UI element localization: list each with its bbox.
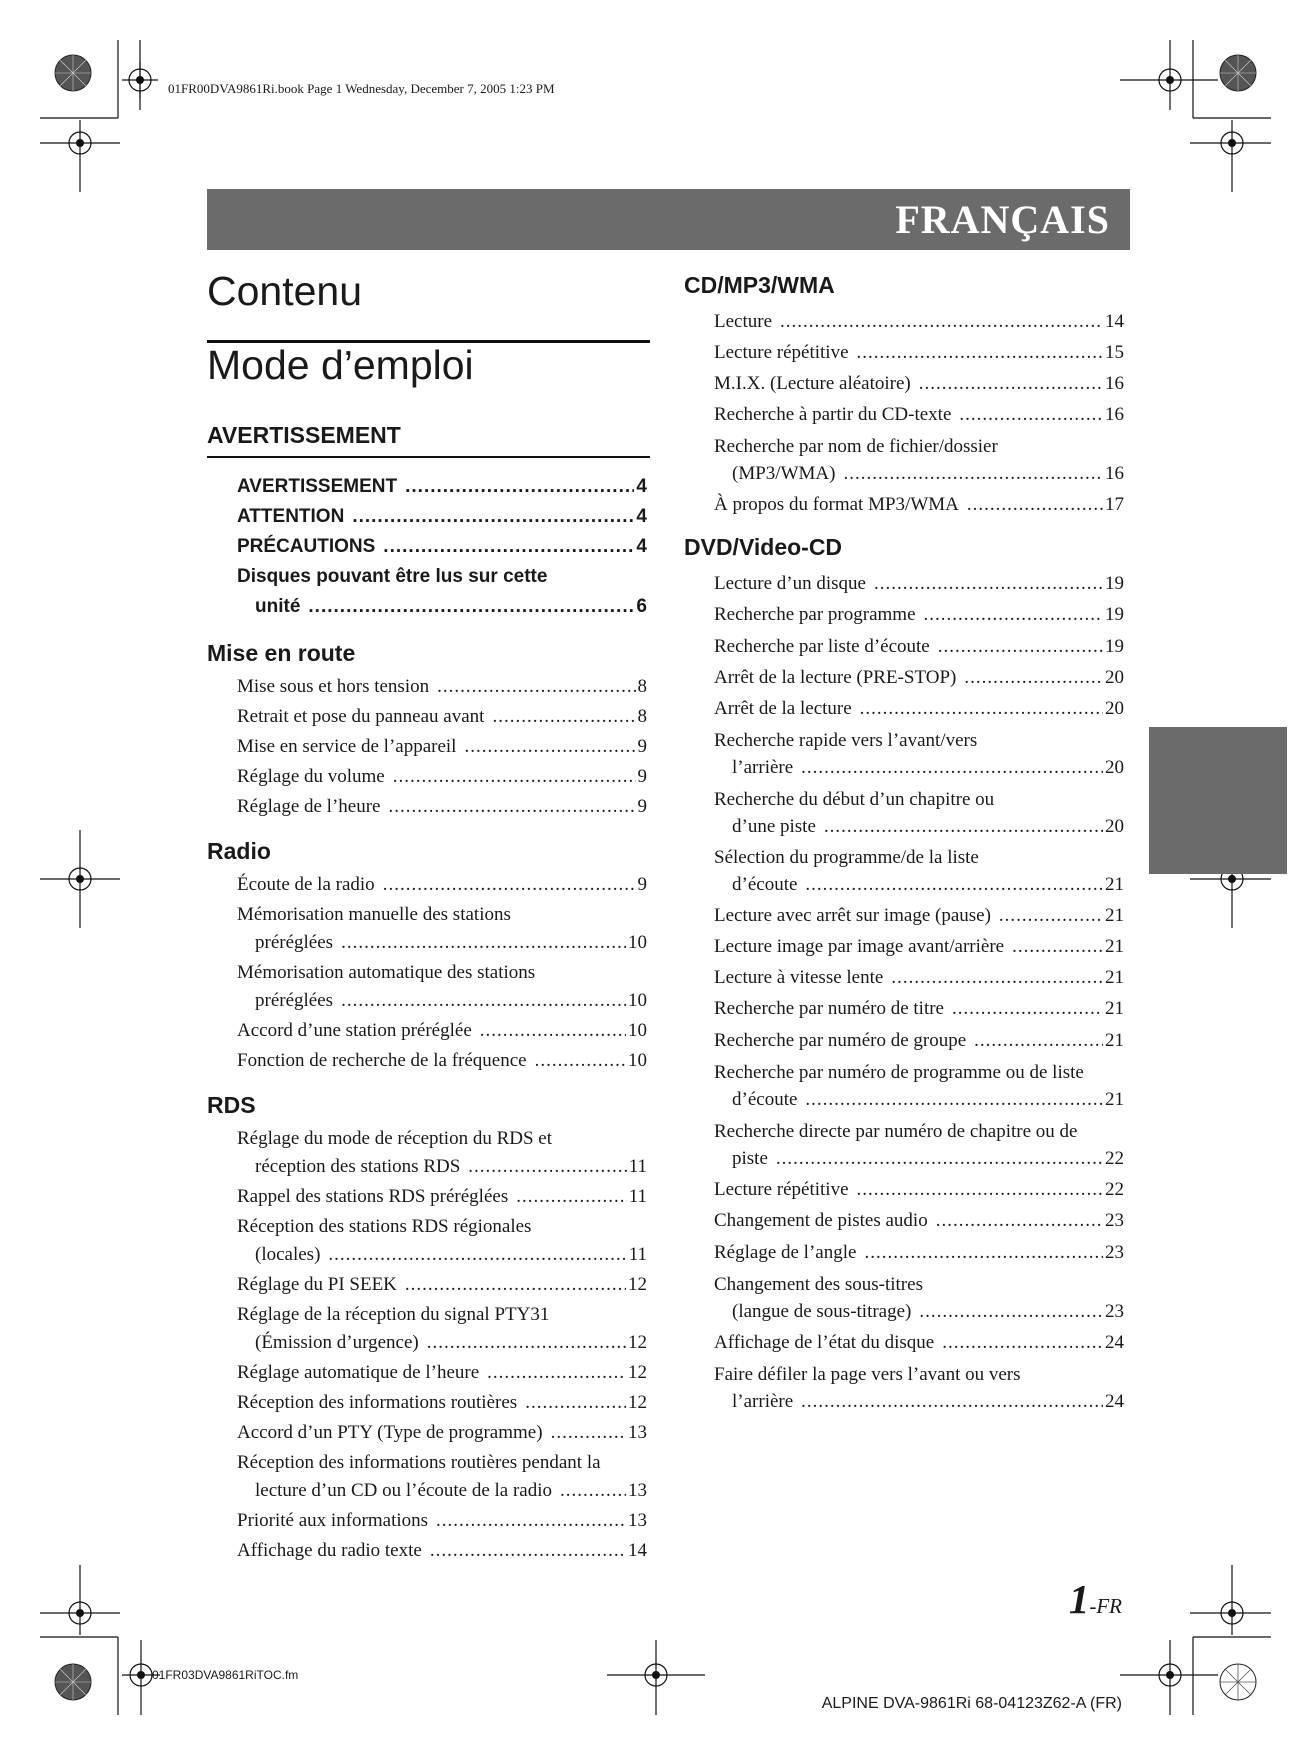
toc-entry[interactable] xyxy=(255,928,647,958)
toc-title: PRÉCAUTIONS xyxy=(237,536,376,557)
toc-leader xyxy=(801,753,1103,783)
toc-entry[interactable] xyxy=(732,1297,1124,1327)
toc-leader xyxy=(427,1328,626,1358)
toc-entry[interactable] xyxy=(714,963,1124,993)
toc-page: 4 xyxy=(636,506,647,527)
toc-title: M.I.X. (Lecture aléatoire) xyxy=(714,373,911,394)
toc-title: Lecture avec arrêt sur image (pause) xyxy=(714,905,991,926)
toc-title: Retrait et pose du panneau avant xyxy=(237,706,485,727)
toc-page: 21 xyxy=(1105,1089,1124,1110)
toc-page: 9 xyxy=(637,796,647,817)
toc-title: Lecture image par image avant/arrière xyxy=(714,936,1005,957)
toc-page: 12 xyxy=(628,1362,647,1383)
title-contenu: Contenu xyxy=(207,268,363,314)
toc-entry[interactable] xyxy=(714,1175,1124,1205)
toc-title-line1[interactable]: Disques pouvant être lus sur cette xyxy=(237,566,548,587)
toc-title: Rappel des stations RDS préréglées xyxy=(237,1186,509,1207)
toc-entry[interactable] xyxy=(237,1016,647,1046)
toc-leader xyxy=(999,901,1103,931)
toc-title: Réglage du PI SEEK xyxy=(237,1274,397,1295)
toc-leader xyxy=(964,663,1103,693)
toc-entry[interactable] xyxy=(732,1144,1124,1174)
toc-entry[interactable] xyxy=(237,1506,647,1536)
toc-entry[interactable] xyxy=(714,1026,1124,1056)
toc-title-line1[interactable]: Réglage du mode de réception du RDS et xyxy=(237,1128,553,1149)
toc-page: 21 xyxy=(1105,936,1124,957)
toc-leader xyxy=(436,1506,626,1536)
toc-entry[interactable] xyxy=(237,502,647,532)
toc-page: 12 xyxy=(628,1274,647,1295)
title-mode: Mode d’emploi xyxy=(207,342,474,388)
toc-title-line1[interactable]: Mémorisation manuelle des stations xyxy=(237,904,511,925)
toc-title: Priorité aux informations xyxy=(237,1510,429,1531)
section-heading-cd: CD/MP3/WMA xyxy=(684,272,835,298)
toc-title: Lecture répétitive xyxy=(714,342,849,363)
toc-entry[interactable] xyxy=(714,632,1124,662)
toc-entry[interactable] xyxy=(714,663,1124,693)
toc-leader xyxy=(352,502,634,532)
toc-title-line1[interactable]: Changement des sous-titres xyxy=(714,1274,923,1295)
toc-title: Fonction de recherche de la fréquence xyxy=(237,1050,527,1071)
toc-title-line1[interactable]: Mémorisation automatique des stations xyxy=(237,962,536,983)
toc-entry[interactable] xyxy=(714,338,1124,368)
toc-page: 16 xyxy=(1105,404,1124,425)
toc-entry[interactable] xyxy=(237,870,647,900)
toc-entry[interactable] xyxy=(237,1536,647,1566)
toc-leader xyxy=(560,1476,626,1506)
toc-title: d’écoute xyxy=(732,1089,798,1110)
toc-entry[interactable] xyxy=(237,472,647,502)
toc-title: (MP3/WMA) xyxy=(732,463,836,484)
toc-entry[interactable] xyxy=(255,1476,647,1506)
section-heading-rds: RDS xyxy=(207,1092,256,1118)
toc-page: 9 xyxy=(637,766,647,787)
toc-leader xyxy=(801,1387,1103,1417)
toc-title-line1[interactable]: Réglage de la réception du signal PTY31 xyxy=(237,1304,550,1325)
toc-page: 21 xyxy=(1105,1030,1124,1051)
toc-title: d’une piste xyxy=(732,816,816,837)
toc-page: 20 xyxy=(1105,698,1124,719)
toc-leader xyxy=(341,986,626,1016)
toc-entry[interactable] xyxy=(714,694,1124,724)
toc-leader xyxy=(328,1240,626,1270)
toc-leader xyxy=(383,532,634,562)
toc-leader xyxy=(919,369,1103,399)
toc-entry[interactable] xyxy=(255,986,647,1016)
toc-leader xyxy=(492,702,635,732)
toc-leader xyxy=(437,672,635,702)
toc-entry[interactable] xyxy=(237,732,647,762)
footer-file: 01FR03DVA9861RiTOC.fm xyxy=(152,1668,299,1682)
toc-leader xyxy=(516,1182,626,1212)
toc-title: piste xyxy=(732,1148,768,1169)
section-heading-avertissement: AVERTISSEMENT xyxy=(207,422,401,448)
toc-leader xyxy=(551,1418,626,1448)
toc-page: 10 xyxy=(628,990,647,1011)
toc-leader xyxy=(857,338,1103,368)
toc-page: 22 xyxy=(1105,1148,1124,1169)
toc-entry[interactable] xyxy=(237,532,647,562)
toc-page: 9 xyxy=(637,874,647,895)
toc-title: l’arrière xyxy=(732,1391,794,1412)
toc-leader xyxy=(891,963,1103,993)
toc-title: (locales) xyxy=(255,1244,321,1265)
toc-title-line1[interactable]: Recherche directe par numéro de chapitre ou de xyxy=(714,1121,1078,1142)
toc-leader xyxy=(805,1085,1103,1115)
toc-leader xyxy=(942,1328,1103,1358)
toc-page: 23 xyxy=(1105,1301,1124,1322)
toc-leader xyxy=(388,792,635,822)
toc-title-line1[interactable]: Faire défiler la page vers l’avant ou vers xyxy=(714,1364,1021,1385)
toc-page: 4 xyxy=(636,476,647,497)
toc-title-line1[interactable]: Recherche du début d’un chapitre ou xyxy=(714,789,995,810)
toc-leader xyxy=(919,1297,1103,1327)
toc-leader xyxy=(824,812,1103,842)
toc-page: 19 xyxy=(1105,604,1124,625)
section-rule xyxy=(207,456,650,458)
toc-page: 10 xyxy=(628,932,647,953)
toc-title: Accord d’une station préréglée xyxy=(237,1020,472,1041)
toc-leader xyxy=(405,472,634,502)
toc-leader xyxy=(776,1144,1103,1174)
toc-page: 14 xyxy=(628,1540,647,1561)
toc-entry[interactable] xyxy=(255,1240,647,1270)
toc-page: 21 xyxy=(1105,998,1124,1019)
toc-leader xyxy=(405,1270,626,1300)
toc-title: Lecture d’un disque xyxy=(714,573,866,594)
toc-entry[interactable] xyxy=(255,1328,647,1358)
toc-page: 24 xyxy=(1105,1391,1124,1412)
toc-title: Recherche à partir du CD-texte xyxy=(714,404,952,425)
toc-page: 16 xyxy=(1105,463,1124,484)
toc-title: Recherche par programme xyxy=(714,604,916,625)
toc-leader xyxy=(383,870,636,900)
toc-title: lecture d’un CD ou l’écoute de la radio xyxy=(255,1480,553,1501)
toc-title: d’écoute xyxy=(732,874,798,895)
toc-title: Affichage de l’état du disque xyxy=(714,1332,935,1353)
toc-leader xyxy=(468,1152,626,1182)
toc-page: 19 xyxy=(1105,636,1124,657)
toc-leader xyxy=(480,1016,626,1046)
toc-title-line1[interactable]: Sélection du programme/de la liste xyxy=(714,847,979,868)
toc-entry[interactable] xyxy=(255,1152,647,1182)
toc-page: 13 xyxy=(628,1480,647,1501)
toc-page: 23 xyxy=(1105,1242,1124,1263)
toc-title: Lecture répétitive xyxy=(714,1179,849,1200)
toc-page: 10 xyxy=(628,1050,647,1071)
toc-title: Mise sous et hors tension xyxy=(237,676,430,697)
toc-leader xyxy=(936,1206,1103,1236)
toc-leader xyxy=(864,1238,1103,1268)
toc-page: 6 xyxy=(636,596,647,617)
toc-title: préréglées xyxy=(255,990,334,1011)
toc-title-line1[interactable]: Recherche rapide vers l’avant/vers xyxy=(714,730,978,751)
toc-title: unité xyxy=(255,596,301,617)
toc-entry[interactable] xyxy=(714,901,1124,931)
toc-title: Recherche par numéro de groupe xyxy=(714,1030,967,1051)
toc-leader xyxy=(874,569,1103,599)
toc-page: 13 xyxy=(628,1510,647,1531)
toc-leader xyxy=(959,400,1103,430)
toc-title: (langue de sous-titrage) xyxy=(732,1301,912,1322)
toc-page: 12 xyxy=(628,1332,647,1353)
toc-leader xyxy=(967,490,1103,520)
toc-entry[interactable] xyxy=(237,1358,647,1388)
toc-entry[interactable] xyxy=(714,490,1124,520)
toc-page: 21 xyxy=(1105,874,1124,895)
toc-page: 17 xyxy=(1105,494,1124,515)
toc-title: ATTENTION xyxy=(237,506,345,527)
toc-page: 21 xyxy=(1105,967,1124,988)
page-number-block xyxy=(1069,1575,1122,1623)
toc-leader xyxy=(843,459,1103,489)
toc-page: 22 xyxy=(1105,1179,1124,1200)
toc-page: 20 xyxy=(1105,757,1124,778)
toc-entry[interactable] xyxy=(714,994,1124,1024)
toc-title: AVERTISSEMENT xyxy=(237,476,398,497)
toc-entry[interactable] xyxy=(237,1418,647,1448)
toc-entry[interactable] xyxy=(714,307,1124,337)
toc-entry[interactable] xyxy=(237,1182,647,1212)
toc-title: Réglage du volume xyxy=(237,766,385,787)
toc-page: 12 xyxy=(628,1392,647,1413)
toc-entry[interactable] xyxy=(714,932,1124,962)
toc-page: 8 xyxy=(637,676,647,697)
page-suffix: -FR xyxy=(1089,1594,1122,1618)
toc-title-line1[interactable]: Recherche par numéro de programme ou de liste xyxy=(714,1062,1084,1083)
toc-entry[interactable] xyxy=(714,400,1124,430)
toc-leader xyxy=(341,928,626,958)
toc-title: Réglage automatique de l’heure xyxy=(237,1362,480,1383)
toc-entry[interactable] xyxy=(732,1387,1124,1417)
toc-leader xyxy=(805,870,1103,900)
page-number: 1 xyxy=(1068,1576,1090,1622)
toc-page: 19 xyxy=(1105,573,1124,594)
toc-entry[interactable] xyxy=(732,1085,1124,1115)
toc-entry[interactable] xyxy=(732,812,1124,842)
toc-leader xyxy=(393,762,636,792)
toc-leader xyxy=(860,694,1103,724)
toc-title: Réglage de l’angle xyxy=(714,1242,857,1263)
toc-title: Lecture à vitesse lente xyxy=(714,967,884,988)
toc-entry[interactable] xyxy=(237,672,647,702)
section-heading-dvd: DVD/Video-CD xyxy=(684,534,843,560)
toc-title: réception des stations RDS xyxy=(255,1156,461,1177)
toc-page: 8 xyxy=(637,706,647,727)
toc-title: Recherche par liste d’écoute xyxy=(714,636,930,657)
toc-page: 11 xyxy=(628,1156,647,1177)
toc-entry[interactable] xyxy=(732,753,1124,783)
toc-leader xyxy=(952,994,1103,1024)
toc-entry[interactable] xyxy=(714,569,1124,599)
toc-entry[interactable] xyxy=(237,1388,647,1418)
toc-entry[interactable] xyxy=(714,1206,1124,1236)
toc-leader xyxy=(464,732,635,762)
toc-title: Accord d’un PTY (Type de programme) xyxy=(237,1422,543,1443)
toc-page: 20 xyxy=(1105,816,1124,837)
section-heading-radio: Radio xyxy=(207,838,271,864)
toc-title-line1[interactable]: Réception des stations RDS régionales xyxy=(237,1216,532,1237)
toc-entry[interactable] xyxy=(714,600,1124,630)
header-meta: 01FR00DVA9861Ri.book Page 1 Wednesday, December 7, 2005 1:23 PM xyxy=(168,81,555,96)
toc-title: Recherche par numéro de titre xyxy=(714,998,944,1019)
toc-leader xyxy=(924,600,1103,630)
toc-title: préréglées xyxy=(255,932,334,953)
banner-title: FRANÇAIS xyxy=(895,197,1110,242)
toc-title: Affichage du radio texte xyxy=(237,1540,422,1561)
toc-entry[interactable] xyxy=(714,1238,1124,1268)
toc-title: Arrêt de la lecture xyxy=(714,698,852,719)
toc-entry[interactable] xyxy=(732,870,1124,900)
toc-title: Changement de pistes audio xyxy=(714,1210,928,1231)
toc-leader xyxy=(430,1536,626,1566)
toc-title: Réglage de l’heure xyxy=(237,796,381,817)
side-tab xyxy=(1149,727,1287,874)
toc-entry[interactable] xyxy=(255,592,647,622)
toc-page: 20 xyxy=(1105,667,1124,688)
toc-title-line1[interactable]: Réception des informations routières pendant la xyxy=(237,1452,601,1473)
toc-leader xyxy=(1012,932,1103,962)
toc-leader xyxy=(535,1046,626,1076)
toc-page: 13 xyxy=(628,1422,647,1443)
toc-leader xyxy=(974,1026,1103,1056)
footer-model: ALPINE DVA-9861Ri 68-04123Z62-A (FR) xyxy=(821,1695,1122,1712)
toc-page: 15 xyxy=(1105,342,1124,363)
toc-page: 14 xyxy=(1105,311,1124,332)
toc-title: l’arrière xyxy=(732,757,794,778)
toc-leader xyxy=(857,1175,1103,1205)
toc-entry[interactable] xyxy=(714,1328,1124,1358)
toc-page: 24 xyxy=(1105,1332,1124,1353)
toc-entry[interactable] xyxy=(237,1270,647,1300)
toc-page: 11 xyxy=(628,1186,647,1207)
toc-leader xyxy=(525,1388,626,1418)
toc-title: Réception des informations routières xyxy=(237,1392,518,1413)
toc-title: Mise en service de l’appareil xyxy=(237,736,457,757)
toc-page: 23 xyxy=(1105,1210,1124,1231)
toc-entry[interactable] xyxy=(237,792,647,822)
toc-title: Écoute de la radio xyxy=(237,874,375,895)
toc-entry[interactable] xyxy=(237,1046,647,1076)
toc-title: Lecture xyxy=(714,311,773,332)
toc-page: 10 xyxy=(628,1020,647,1041)
toc-title-line1[interactable]: Recherche par nom de fichier/dossier xyxy=(714,436,998,457)
toc-entry[interactable] xyxy=(714,369,1124,399)
toc-page: 9 xyxy=(637,736,647,757)
section-heading-mise-en-route: Mise en route xyxy=(207,640,356,666)
toc-leader xyxy=(938,632,1103,662)
toc-page: 16 xyxy=(1105,373,1124,394)
toc-title: À propos du format MP3/WMA xyxy=(714,494,959,515)
toc-title: (Émission d’urgence) xyxy=(255,1332,419,1353)
toc-leader xyxy=(308,592,634,622)
language-banner xyxy=(207,189,1130,250)
toc-page: 4 xyxy=(636,536,647,557)
toc-page: 11 xyxy=(628,1244,647,1265)
toc-leader xyxy=(487,1358,626,1388)
toc-title: Arrêt de la lecture (PRE-STOP) xyxy=(714,667,957,688)
toc-entry[interactable] xyxy=(237,702,647,732)
toc-entry[interactable] xyxy=(237,762,647,792)
toc-leader xyxy=(780,307,1103,337)
toc-entry[interactable] xyxy=(732,459,1124,489)
toc-page: 21 xyxy=(1105,905,1124,926)
